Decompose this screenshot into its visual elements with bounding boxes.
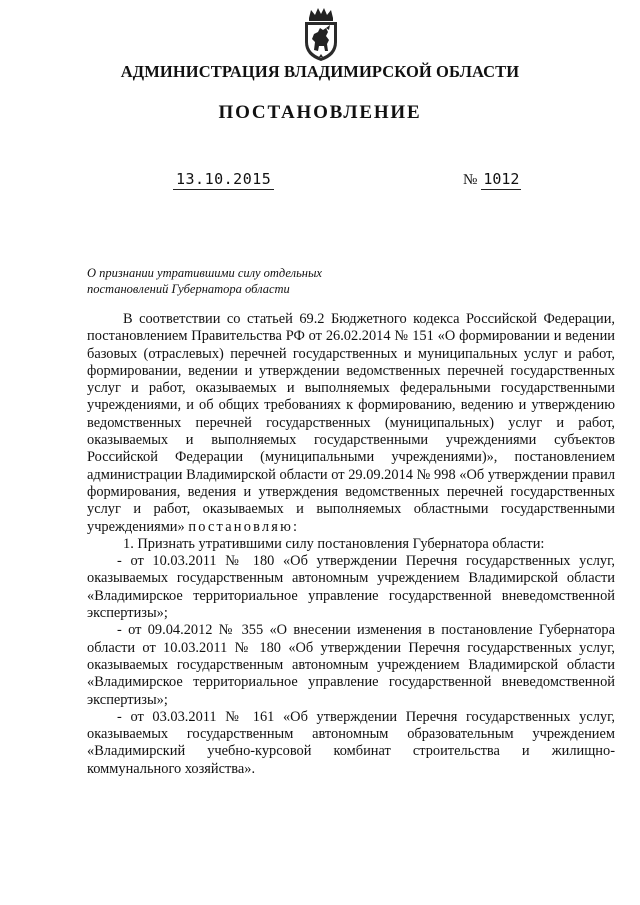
number-value: 1012 — [483, 170, 520, 188]
preamble-text: В соответствии со статьей 69.2 Бюджетного кодекса Российской Федерации, постановлением Правительства РФ от 26.02.2014 № 151 «О формировании и ведении базовых (отраслевых) перечней государственных и муниципальных услуг и работ, формировании, ведении и утверждении ведомственных перечней государственных услуг и работ, оказываемых и выполняемых федеральными государственными учреждениями, и об общих требованиях к формированию, ведению и утверждению ведомственных перечней государственных (муниципальных) услуг и работ, оказываемых и выполняемых государственными учреждениями субъектов Российской Федерации (муниципальными учреждениями)», постановлением администрации Владимирской области от 29.09.2014 № 998 «Об утверждении правил формирования, ведения и утверждения ведомственных перечней государственных услуг и работ, оказываемых и выполняемых областными государственными учреждениями» — [87, 311, 615, 535]
list-item: - от 09.04.2012 № 355 «О внесении изменения в постановление Губернатора области от 10.03.2011 № 180 «Об утверждении Перечня государственных услуг, оказываемых государственным автономным учреждением Владимирской области «Владимирское территориальное управление государственной вневедомственной экспертизы»; — [87, 622, 615, 708]
document-number — [463, 170, 521, 189]
item-1: 1. Признать утратившими силу постановления Губернатора области: — [123, 535, 545, 552]
document-subject: О признании утратившими силу отдельных постановлений Губернатора области — [87, 266, 322, 296]
number-label: № — [463, 172, 478, 188]
document-body — [87, 311, 615, 778]
list-item: - от 10.03.2011 № 180 «Об утверждении Перечня государственных услуг, оказываемых государственным автономным учреждением Владимирской области «Владимирское территориальное управление государственной вневедомственной экспертизы»; — [87, 553, 615, 622]
coat-of-arms-icon — [299, 6, 343, 62]
decree-word: постановляю: — [188, 518, 300, 535]
document-date: 13.10.2015 — [173, 170, 274, 190]
document-type-title: ПОСТАНОВЛЕНИЕ — [218, 102, 422, 123]
list-item: - от 03.03.2011 № 161 «Об утверждении Перечня государственных услуг, оказываемых государственным автономным образовательным учреждением «Владимирский учебно-курсовой комбинат строительства и жилищно-коммунального хозяйства». — [87, 708, 615, 777]
preamble-paragraph — [87, 311, 615, 536]
organization-title: АДМИНИСТРАЦИЯ ВЛАДИМИРСКОЙ ОБЛАСТИ — [120, 62, 520, 81]
